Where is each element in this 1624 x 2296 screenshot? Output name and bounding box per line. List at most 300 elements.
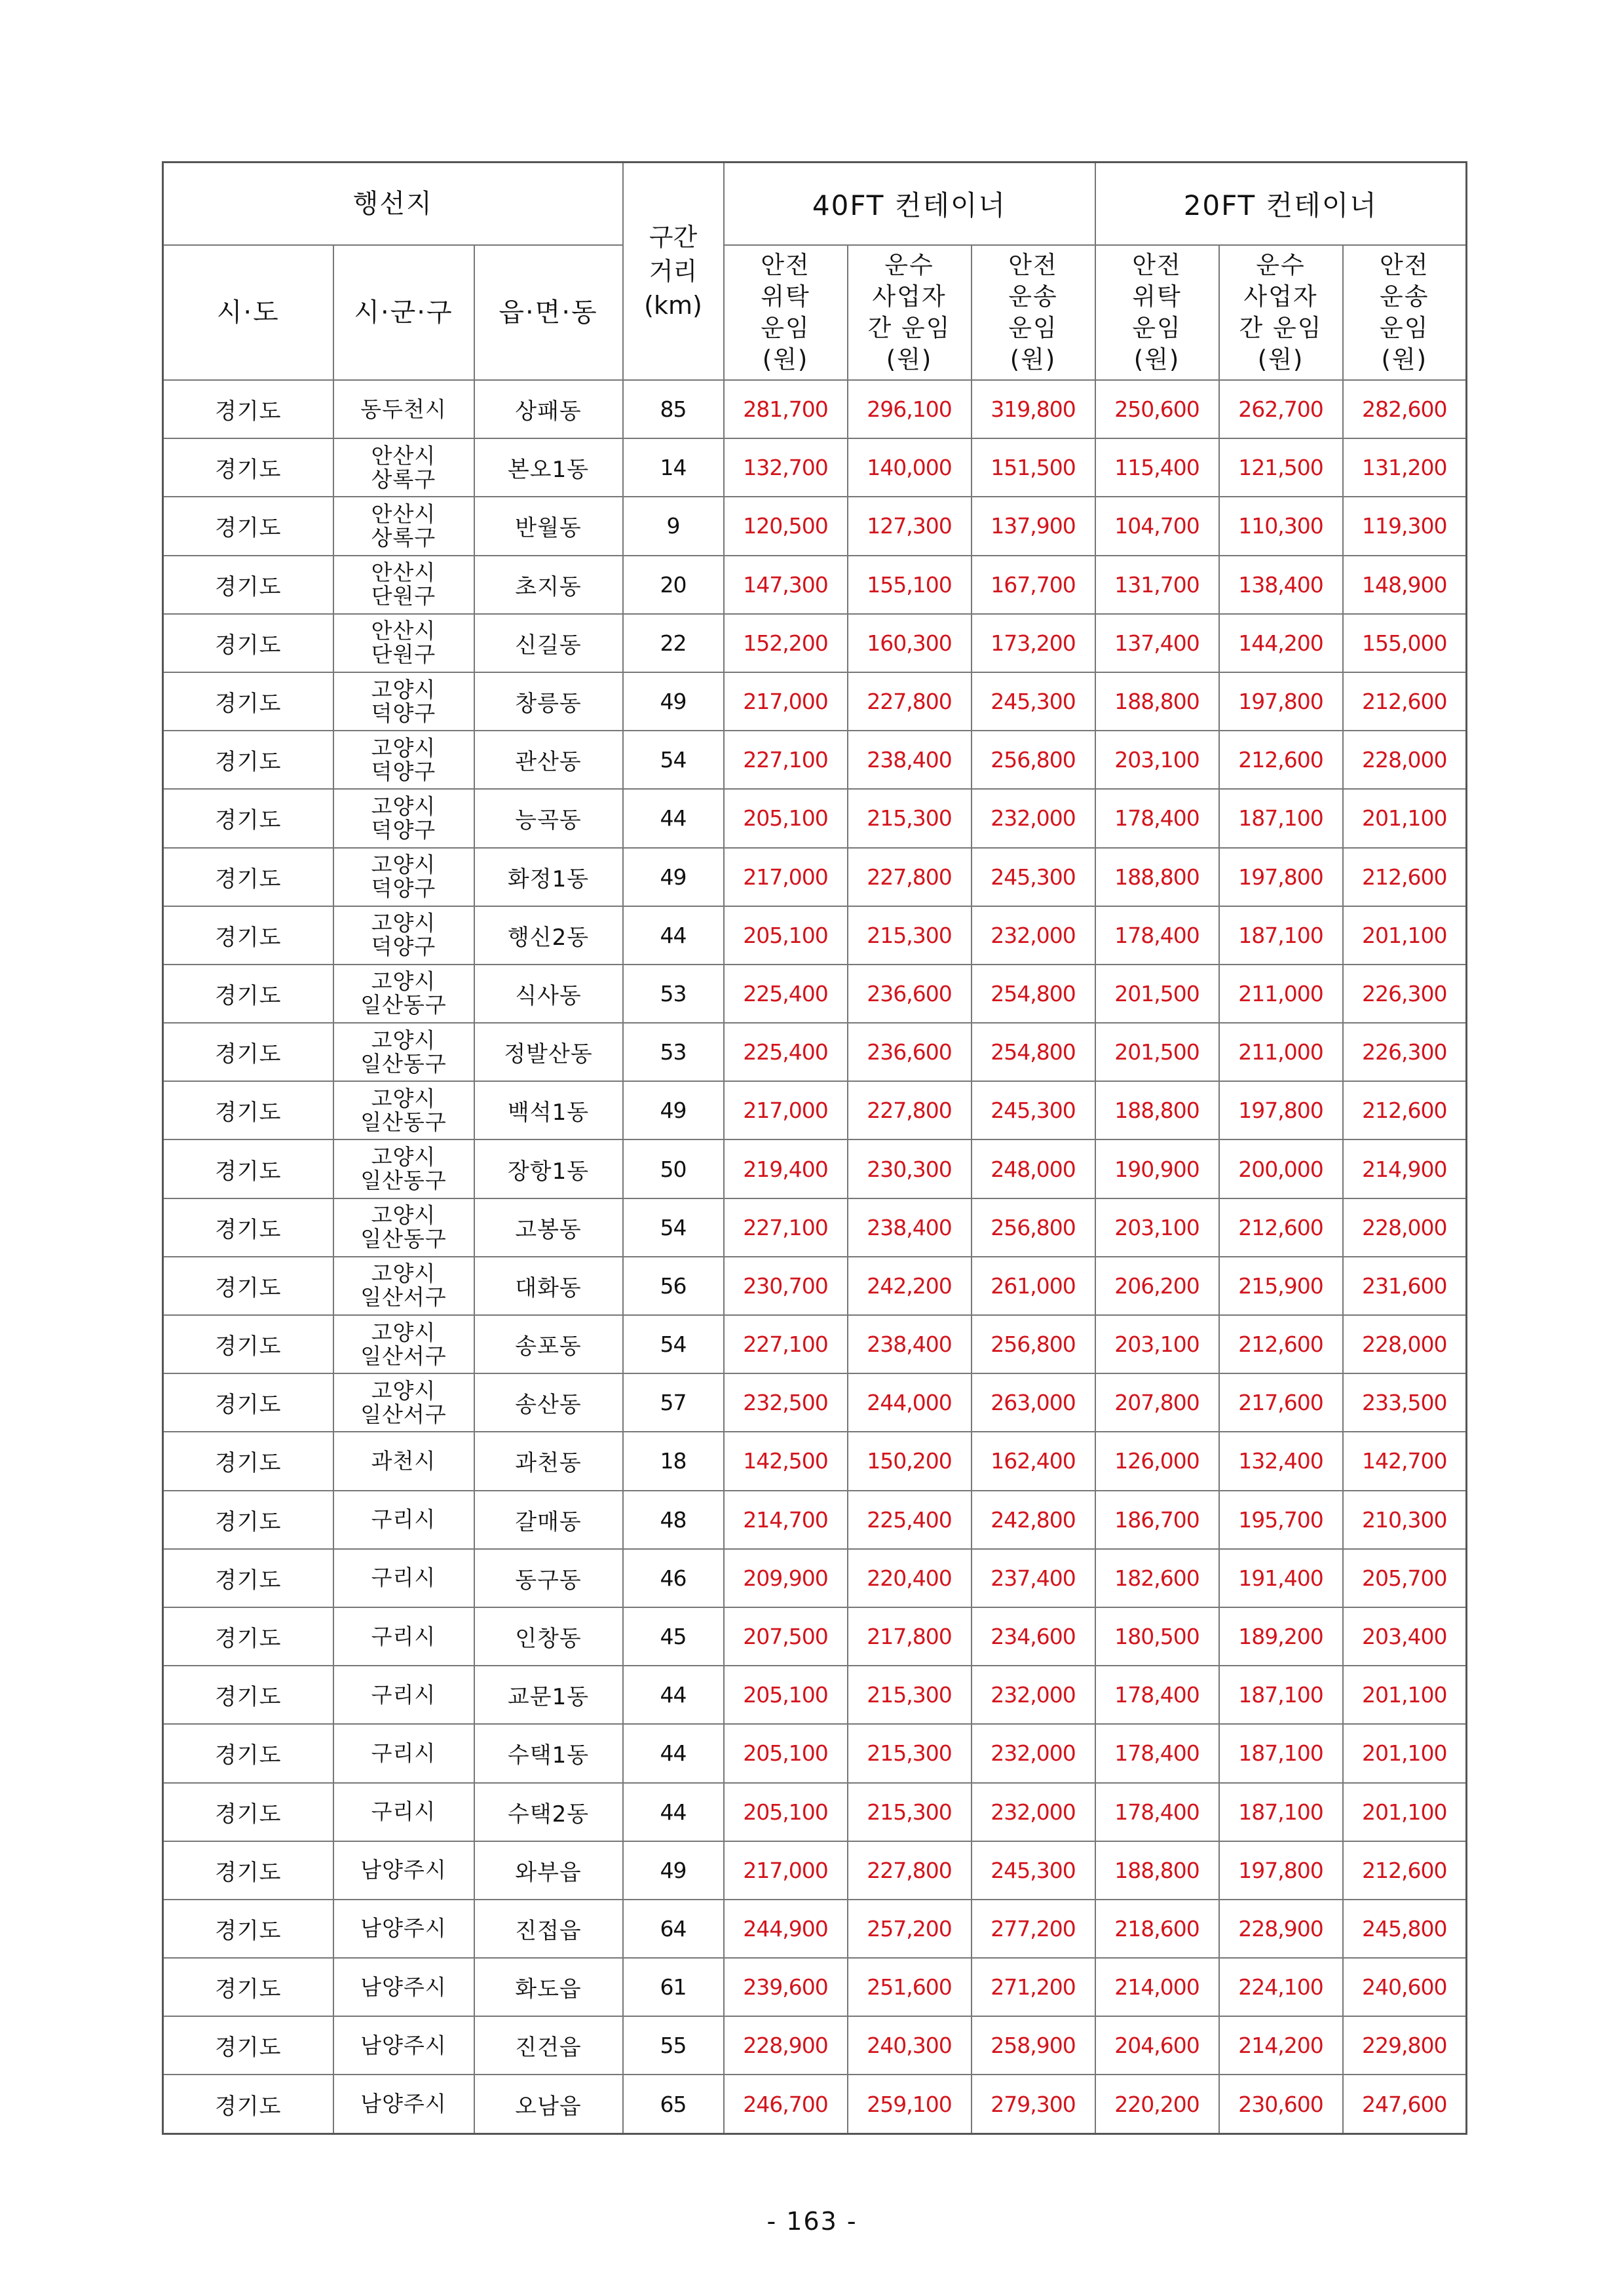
sigungu-line: 구리시 <box>371 1799 436 1825</box>
rate-40ft-cell: 215,300 <box>848 1724 972 1782</box>
distance-cell: 57 <box>623 1373 724 1432</box>
rate-20ft-cell: 205,700 <box>1343 1549 1467 1607</box>
sigungu-header <box>333 245 474 380</box>
rate-40ft-cell: 140,000 <box>848 438 972 497</box>
dong-cell: 창릉동 <box>474 672 623 731</box>
rate-40ft-cell: 217,000 <box>724 1081 848 1139</box>
sigungu-line: 남양주시 <box>360 1974 447 2000</box>
sigungu-cell <box>333 1315 474 1373</box>
rate-col-header-20ft <box>1343 245 1467 380</box>
sigungu-header-label: 시·군·구 <box>354 297 453 328</box>
table-row <box>163 1315 1467 1373</box>
group-header-20ft-label: 20FT 컨테이너 <box>1183 189 1378 221</box>
rate-20ft-cell: 203,400 <box>1343 1607 1467 1666</box>
sigungu-cell <box>333 1900 474 1958</box>
sigungu-cell <box>333 1023 474 1081</box>
rate-40ft-cell: 205,100 <box>724 1783 848 1841</box>
rate-20ft-cell: 178,400 <box>1095 1724 1219 1782</box>
rate-20ft-cell: 148,900 <box>1343 556 1467 614</box>
dong-cell: 진접읍 <box>474 1900 623 1958</box>
group-header-20ft <box>1095 163 1467 246</box>
rate-40ft-cell: 167,700 <box>972 556 1095 614</box>
table-row <box>163 906 1467 965</box>
rate-40ft-cell: 152,200 <box>724 614 848 672</box>
sigungu-line: 남양주시 <box>360 1915 447 1942</box>
sido-cell: 경기도 <box>163 1607 333 1666</box>
destination-header-label: 행선지 <box>352 189 433 219</box>
sigungu-line: 일산동구 <box>360 1168 447 1194</box>
rate-20ft-cell: 228,900 <box>1219 1900 1343 1958</box>
rate-20ft-cell: 214,900 <box>1343 1139 1467 1198</box>
rate-20ft-cell: 228,000 <box>1343 1198 1467 1257</box>
rate-40ft-cell: 256,800 <box>972 1198 1095 1257</box>
distance-cell: 45 <box>623 1607 724 1666</box>
rate-20ft-cell: 142,700 <box>1343 1432 1467 1490</box>
rate-40ft-cell: 227,800 <box>848 848 972 906</box>
rate-40ft-cell: 209,900 <box>724 1549 848 1607</box>
rate-40ft-cell: 245,300 <box>972 1081 1095 1139</box>
rate-20ft-cell: 212,600 <box>1219 1198 1343 1257</box>
distance-cell: 49 <box>623 1841 724 1900</box>
rate-20ft-cell: 212,600 <box>1343 672 1467 731</box>
rate-40ft-cell: 120,500 <box>724 497 848 555</box>
sigungu-cell <box>333 1257 474 1315</box>
rate-40ft-cell: 147,300 <box>724 556 848 614</box>
rate-40ft-cell: 245,300 <box>972 1841 1095 1900</box>
rate-40ft-cell: 240,300 <box>848 2016 972 2075</box>
rate-20ft-cell: 188,800 <box>1095 1081 1219 1139</box>
rate-col-header-40ft <box>972 245 1095 380</box>
distance-cell: 49 <box>623 848 724 906</box>
rate-20ft-cell: 224,100 <box>1219 1958 1343 2016</box>
sido-cell: 경기도 <box>163 1257 333 1315</box>
group-header-40ft <box>724 163 1095 246</box>
rate-40ft-cell: 246,700 <box>724 2075 848 2133</box>
rate-col-header-20ft <box>1219 245 1343 380</box>
sigungu-line: 일산동구 <box>360 1050 447 1077</box>
rate-col-header-line: 운임 <box>761 314 810 342</box>
rate-40ft-cell: 217,000 <box>724 1841 848 1900</box>
sigungu-line: 고양시 <box>371 735 436 761</box>
rate-20ft-cell: 230,600 <box>1219 2075 1343 2133</box>
rate-20ft-cell: 240,600 <box>1343 1958 1467 2016</box>
rate-20ft-cell: 201,100 <box>1343 1783 1467 1841</box>
sido-cell: 경기도 <box>163 1958 333 2016</box>
rate-40ft-cell: 244,900 <box>724 1900 848 1958</box>
distance-cell: 61 <box>623 1958 724 2016</box>
dong-cell: 화도읍 <box>474 1958 623 2016</box>
sigungu-line: 안산시 <box>371 618 436 644</box>
sigungu-cell <box>333 1666 474 1724</box>
rate-40ft-cell: 242,800 <box>972 1491 1095 1549</box>
sido-cell: 경기도 <box>163 731 333 789</box>
rate-40ft-cell: 277,200 <box>972 1900 1095 1958</box>
distance-header-line: 구간 <box>649 223 698 252</box>
sigungu-line: 구리시 <box>371 1623 436 1649</box>
rate-40ft-cell: 205,100 <box>724 1666 848 1724</box>
rate-40ft-cell: 245,300 <box>972 672 1095 731</box>
dong-cell: 반월동 <box>474 497 623 555</box>
sigungu-cell <box>333 789 474 847</box>
sigungu-line: 고양시 <box>371 1202 436 1229</box>
rate-20ft-cell: 226,300 <box>1343 1023 1467 1081</box>
rate-40ft-cell: 248,000 <box>972 1139 1095 1198</box>
dong-cell: 수택1동 <box>474 1724 623 1782</box>
rate-col-header-40ft <box>848 245 972 380</box>
eupmyeondong-header-label: 읍·면·동 <box>499 297 598 328</box>
sigungu-line: 남양주시 <box>360 2032 447 2058</box>
sigungu-line: 안산시 <box>371 560 436 586</box>
rate-col-header-line: 안전 <box>761 251 810 279</box>
rate-20ft-cell: 218,600 <box>1095 1900 1219 1958</box>
sigungu-line: 구리시 <box>371 1681 436 1708</box>
rate-20ft-cell: 214,000 <box>1095 1958 1219 2016</box>
rate-col-header-line: (원) <box>1381 345 1428 373</box>
sigungu-line: 일산동구 <box>360 1109 447 1135</box>
sigungu-line: 고양시 <box>371 910 436 936</box>
sido-cell: 경기도 <box>163 1139 333 1198</box>
rate-col-header-line: 안전 <box>1008 251 1058 279</box>
rate-40ft-cell: 232,000 <box>972 789 1095 847</box>
sigungu-line: 단원구 <box>371 641 436 668</box>
rate-20ft-cell: 195,700 <box>1219 1491 1343 1549</box>
rate-20ft-cell: 226,300 <box>1343 965 1467 1023</box>
rate-40ft-cell: 244,000 <box>848 1373 972 1432</box>
rate-20ft-cell: 228,000 <box>1343 1315 1467 1373</box>
dong-cell: 교문1동 <box>474 1666 623 1724</box>
rate-40ft-cell: 245,300 <box>972 848 1095 906</box>
rate-40ft-cell: 217,000 <box>724 848 848 906</box>
rate-col-header-line: 안전 <box>1380 251 1429 279</box>
rate-col-header-line: 위탁 <box>761 282 810 311</box>
sigungu-line: 고양시 <box>371 852 436 878</box>
rate-col-header-20ft <box>1095 245 1219 380</box>
sido-cell: 경기도 <box>163 789 333 847</box>
rate-col-header-line: 사업자 <box>872 282 947 311</box>
rate-col-header-line: (원) <box>762 345 809 373</box>
rate-40ft-cell: 160,300 <box>848 614 972 672</box>
distance-cell: 56 <box>623 1257 724 1315</box>
dong-cell: 본오1동 <box>474 438 623 497</box>
sido-header-label: 시·도 <box>216 297 280 328</box>
table-row <box>163 1666 1467 1724</box>
rate-20ft-cell: 197,800 <box>1219 1081 1343 1139</box>
sigungu-line: 단원구 <box>371 583 436 609</box>
rate-40ft-cell: 319,800 <box>972 380 1095 438</box>
table-row <box>163 965 1467 1023</box>
sigungu-line: 과천시 <box>371 1447 436 1474</box>
rate-20ft-cell: 126,000 <box>1095 1432 1219 1490</box>
rate-20ft-cell: 191,400 <box>1219 1549 1343 1607</box>
rate-20ft-cell: 212,600 <box>1219 731 1343 789</box>
rate-20ft-cell: 212,600 <box>1343 848 1467 906</box>
rate-col-header-line: 운임 <box>1008 314 1058 342</box>
distance-cell: 46 <box>623 1549 724 1607</box>
rate-20ft-cell: 212,600 <box>1343 1081 1467 1139</box>
rate-20ft-cell: 187,100 <box>1219 1666 1343 1724</box>
rate-40ft-cell: 137,900 <box>972 497 1095 555</box>
rate-20ft-cell: 197,800 <box>1219 1841 1343 1900</box>
rate-40ft-cell: 259,100 <box>848 2075 972 2133</box>
sigungu-cell <box>333 556 474 614</box>
sigungu-line: 고양시 <box>371 793 436 819</box>
sigungu-cell <box>333 2075 474 2133</box>
rate-40ft-cell: 230,700 <box>724 1257 848 1315</box>
rate-40ft-cell: 220,400 <box>848 1549 972 1607</box>
sigungu-cell <box>333 965 474 1023</box>
rate-20ft-cell: 220,200 <box>1095 2075 1219 2133</box>
distance-cell: 44 <box>623 1666 724 1724</box>
rate-40ft-cell: 215,300 <box>848 1783 972 1841</box>
distance-cell: 50 <box>623 1139 724 1198</box>
rate-40ft-cell: 254,800 <box>972 1023 1095 1081</box>
rate-40ft-cell: 271,200 <box>972 1958 1095 2016</box>
rate-20ft-cell: 104,700 <box>1095 497 1219 555</box>
sido-cell: 경기도 <box>163 1783 333 1841</box>
sido-cell: 경기도 <box>163 438 333 497</box>
rate-40ft-cell: 232,000 <box>972 1783 1095 1841</box>
distance-cell: 54 <box>623 1198 724 1257</box>
dong-cell: 대화동 <box>474 1257 623 1315</box>
rate-20ft-cell: 247,600 <box>1343 2075 1467 2133</box>
rate-40ft-cell: 227,100 <box>724 731 848 789</box>
table-row <box>163 1139 1467 1198</box>
dong-cell: 관산동 <box>474 731 623 789</box>
rate-col-header-line: 운임 <box>1132 314 1182 342</box>
rate-col-header-line: 운송 <box>1008 282 1058 311</box>
sigungu-line: 구리시 <box>371 1740 436 1766</box>
sigungu-line: 안산시 <box>371 442 436 469</box>
rate-40ft-cell: 217,800 <box>848 1607 972 1666</box>
rate-40ft-cell: 237,400 <box>972 1549 1095 1607</box>
sigungu-cell <box>333 438 474 497</box>
rate-40ft-cell: 151,500 <box>972 438 1095 497</box>
sigungu-line: 일산서구 <box>360 1401 447 1427</box>
dong-cell: 송포동 <box>474 1315 623 1373</box>
sido-cell: 경기도 <box>163 1549 333 1607</box>
rate-20ft-cell: 229,800 <box>1343 2016 1467 2075</box>
sido-cell: 경기도 <box>163 614 333 672</box>
table-row <box>163 1432 1467 1490</box>
dong-cell: 화정1동 <box>474 848 623 906</box>
rate-20ft-cell: 187,100 <box>1219 789 1343 847</box>
table-row <box>163 731 1467 789</box>
dong-cell: 과천동 <box>474 1432 623 1490</box>
distance-cell: 49 <box>623 672 724 731</box>
rate-40ft-cell: 142,500 <box>724 1432 848 1490</box>
dong-cell: 백석1동 <box>474 1081 623 1139</box>
dong-cell: 능곡동 <box>474 789 623 847</box>
sigungu-line: 구리시 <box>371 1506 436 1533</box>
distance-cell: 44 <box>623 789 724 847</box>
rate-40ft-cell: 227,800 <box>848 1081 972 1139</box>
distance-cell: 20 <box>623 556 724 614</box>
sido-cell: 경기도 <box>163 1666 333 1724</box>
rate-20ft-cell: 203,100 <box>1095 731 1219 789</box>
table-row <box>163 672 1467 731</box>
rate-table-body <box>163 380 1467 2133</box>
dong-cell: 인창동 <box>474 1607 623 1666</box>
rate-20ft-cell: 215,900 <box>1219 1257 1343 1315</box>
rate-40ft-cell: 230,300 <box>848 1139 972 1198</box>
sigungu-cell <box>333 1491 474 1549</box>
rate-20ft-cell: 132,400 <box>1219 1432 1343 1490</box>
rate-20ft-cell: 212,600 <box>1343 1841 1467 1900</box>
distance-cell: 49 <box>623 1081 724 1139</box>
sigungu-line: 일산동구 <box>360 1226 447 1252</box>
freight-rate-table <box>162 161 1467 2135</box>
rate-40ft-cell: 214,700 <box>724 1491 848 1549</box>
rate-40ft-cell: 228,900 <box>724 2016 848 2075</box>
rate-20ft-cell: 188,800 <box>1095 848 1219 906</box>
table-row <box>163 1257 1467 1315</box>
distance-cell: 85 <box>623 380 724 438</box>
sido-header <box>163 245 333 380</box>
sigungu-line: 구리시 <box>371 1565 436 1591</box>
rate-20ft-cell: 178,400 <box>1095 906 1219 965</box>
sigungu-cell <box>333 906 474 965</box>
rate-40ft-cell: 232,000 <box>972 906 1095 965</box>
rate-40ft-cell: 232,000 <box>972 1724 1095 1782</box>
rate-40ft-cell: 256,800 <box>972 1315 1095 1373</box>
dong-cell: 신길동 <box>474 614 623 672</box>
sigungu-cell <box>333 1958 474 2016</box>
sigungu-cell <box>333 497 474 555</box>
table-row <box>163 614 1467 672</box>
rate-20ft-cell: 131,700 <box>1095 556 1219 614</box>
sigungu-line: 고양시 <box>371 1144 436 1170</box>
rate-40ft-cell: 279,300 <box>972 2075 1095 2133</box>
sigungu-cell <box>333 1373 474 1432</box>
rate-40ft-cell: 227,800 <box>848 672 972 731</box>
sigungu-line: 덕양구 <box>371 875 436 902</box>
distance-cell: 55 <box>623 2016 724 2075</box>
rate-20ft-cell: 188,800 <box>1095 1841 1219 1900</box>
rate-40ft-cell: 162,400 <box>972 1432 1095 1490</box>
rate-40ft-cell: 239,600 <box>724 1958 848 2016</box>
rate-20ft-cell: 119,300 <box>1343 497 1467 555</box>
rate-20ft-cell: 197,800 <box>1219 672 1343 731</box>
rate-20ft-cell: 262,700 <box>1219 380 1343 438</box>
sigungu-line: 일산서구 <box>360 1284 447 1311</box>
rate-col-header-line: (원) <box>1133 345 1180 373</box>
distance-cell: 22 <box>623 614 724 672</box>
dong-cell: 식사동 <box>474 965 623 1023</box>
rate-40ft-cell: 258,900 <box>972 2016 1095 2075</box>
distance-cell: 53 <box>623 965 724 1023</box>
rate-40ft-cell: 215,300 <box>848 906 972 965</box>
rate-20ft-cell: 138,400 <box>1219 556 1343 614</box>
dong-cell: 장항1동 <box>474 1139 623 1198</box>
distance-header-line: 거리 <box>649 257 698 286</box>
sido-cell: 경기도 <box>163 965 333 1023</box>
distance-cell: 54 <box>623 1315 724 1373</box>
dong-cell: 송산동 <box>474 1373 623 1432</box>
rate-40ft-cell: 254,800 <box>972 965 1095 1023</box>
rate-col-header-line: 운수 <box>1256 251 1306 279</box>
sigungu-cell <box>333 672 474 731</box>
sigungu-cell <box>333 1607 474 1666</box>
sido-cell: 경기도 <box>163 1841 333 1900</box>
rate-20ft-cell: 250,600 <box>1095 380 1219 438</box>
rate-20ft-cell: 137,400 <box>1095 614 1219 672</box>
sido-cell: 경기도 <box>163 1373 333 1432</box>
sigungu-line: 고양시 <box>371 968 436 995</box>
dong-cell: 갈매동 <box>474 1491 623 1549</box>
sido-cell: 경기도 <box>163 1432 333 1490</box>
rate-40ft-cell: 215,300 <box>848 1666 972 1724</box>
page-number: - 163 - <box>766 2207 858 2236</box>
rate-40ft-cell: 127,300 <box>848 497 972 555</box>
rate-20ft-cell: 131,200 <box>1343 438 1467 497</box>
rate-20ft-cell: 233,500 <box>1343 1373 1467 1432</box>
sigungu-cell <box>333 1841 474 1900</box>
sigungu-line: 덕양구 <box>371 758 436 784</box>
dong-cell: 행신2동 <box>474 906 623 965</box>
rate-20ft-cell: 178,400 <box>1095 1783 1219 1841</box>
rate-table-container <box>162 161 1465 2135</box>
rate-20ft-cell: 115,400 <box>1095 438 1219 497</box>
rate-20ft-cell: 201,100 <box>1343 1724 1467 1782</box>
rate-col-header-line: 운수 <box>884 251 934 279</box>
rate-40ft-cell: 238,400 <box>848 731 972 789</box>
sigungu-cell <box>333 2016 474 2075</box>
rate-40ft-cell: 173,200 <box>972 614 1095 672</box>
sido-cell: 경기도 <box>163 556 333 614</box>
rate-40ft-cell: 257,200 <box>848 1900 972 1958</box>
rate-40ft-cell: 155,100 <box>848 556 972 614</box>
table-row <box>163 848 1467 906</box>
rate-40ft-cell: 251,600 <box>848 1958 972 2016</box>
table-row <box>163 1198 1467 1257</box>
rate-20ft-cell: 211,000 <box>1219 1023 1343 1081</box>
sigungu-line: 상록구 <box>371 466 436 492</box>
table-row <box>163 789 1467 847</box>
rate-40ft-cell: 225,400 <box>724 965 848 1023</box>
dong-cell: 오남읍 <box>474 2075 623 2133</box>
rate-20ft-cell: 217,600 <box>1219 1373 1343 1432</box>
sigungu-line: 안산시 <box>371 501 436 527</box>
rate-20ft-cell: 206,200 <box>1095 1257 1219 1315</box>
rate-40ft-cell: 263,000 <box>972 1373 1095 1432</box>
sigungu-line: 일산동구 <box>360 992 447 1018</box>
sigungu-cell <box>333 1783 474 1841</box>
sigungu-cell <box>333 731 474 789</box>
rate-40ft-cell: 256,800 <box>972 731 1095 789</box>
rate-40ft-cell: 207,500 <box>724 1607 848 1666</box>
sido-cell: 경기도 <box>163 1081 333 1139</box>
rate-20ft-cell: 207,800 <box>1095 1373 1219 1432</box>
rate-40ft-cell: 205,100 <box>724 1724 848 1782</box>
sigungu-line: 고양시 <box>371 1027 436 1053</box>
rate-20ft-cell: 197,800 <box>1219 848 1343 906</box>
distance-cell: 65 <box>623 2075 724 2133</box>
rate-20ft-cell: 110,300 <box>1219 497 1343 555</box>
rate-40ft-cell: 217,000 <box>724 672 848 731</box>
rate-40ft-cell: 232,500 <box>724 1373 848 1432</box>
rate-40ft-cell: 234,600 <box>972 1607 1095 1666</box>
rate-20ft-cell: 187,100 <box>1219 1724 1343 1782</box>
rate-40ft-cell: 227,100 <box>724 1198 848 1257</box>
distance-cell: 48 <box>623 1491 724 1549</box>
table-row <box>163 497 1467 555</box>
sigungu-cell <box>333 380 474 438</box>
rate-col-header-line: 간 운임 <box>1239 314 1323 342</box>
dong-cell: 수택2동 <box>474 1783 623 1841</box>
group-header-40ft-label: 40FT 컨테이너 <box>812 189 1007 221</box>
rate-40ft-cell: 225,400 <box>848 1491 972 1549</box>
rate-col-header-line: 사업자 <box>1243 282 1318 311</box>
